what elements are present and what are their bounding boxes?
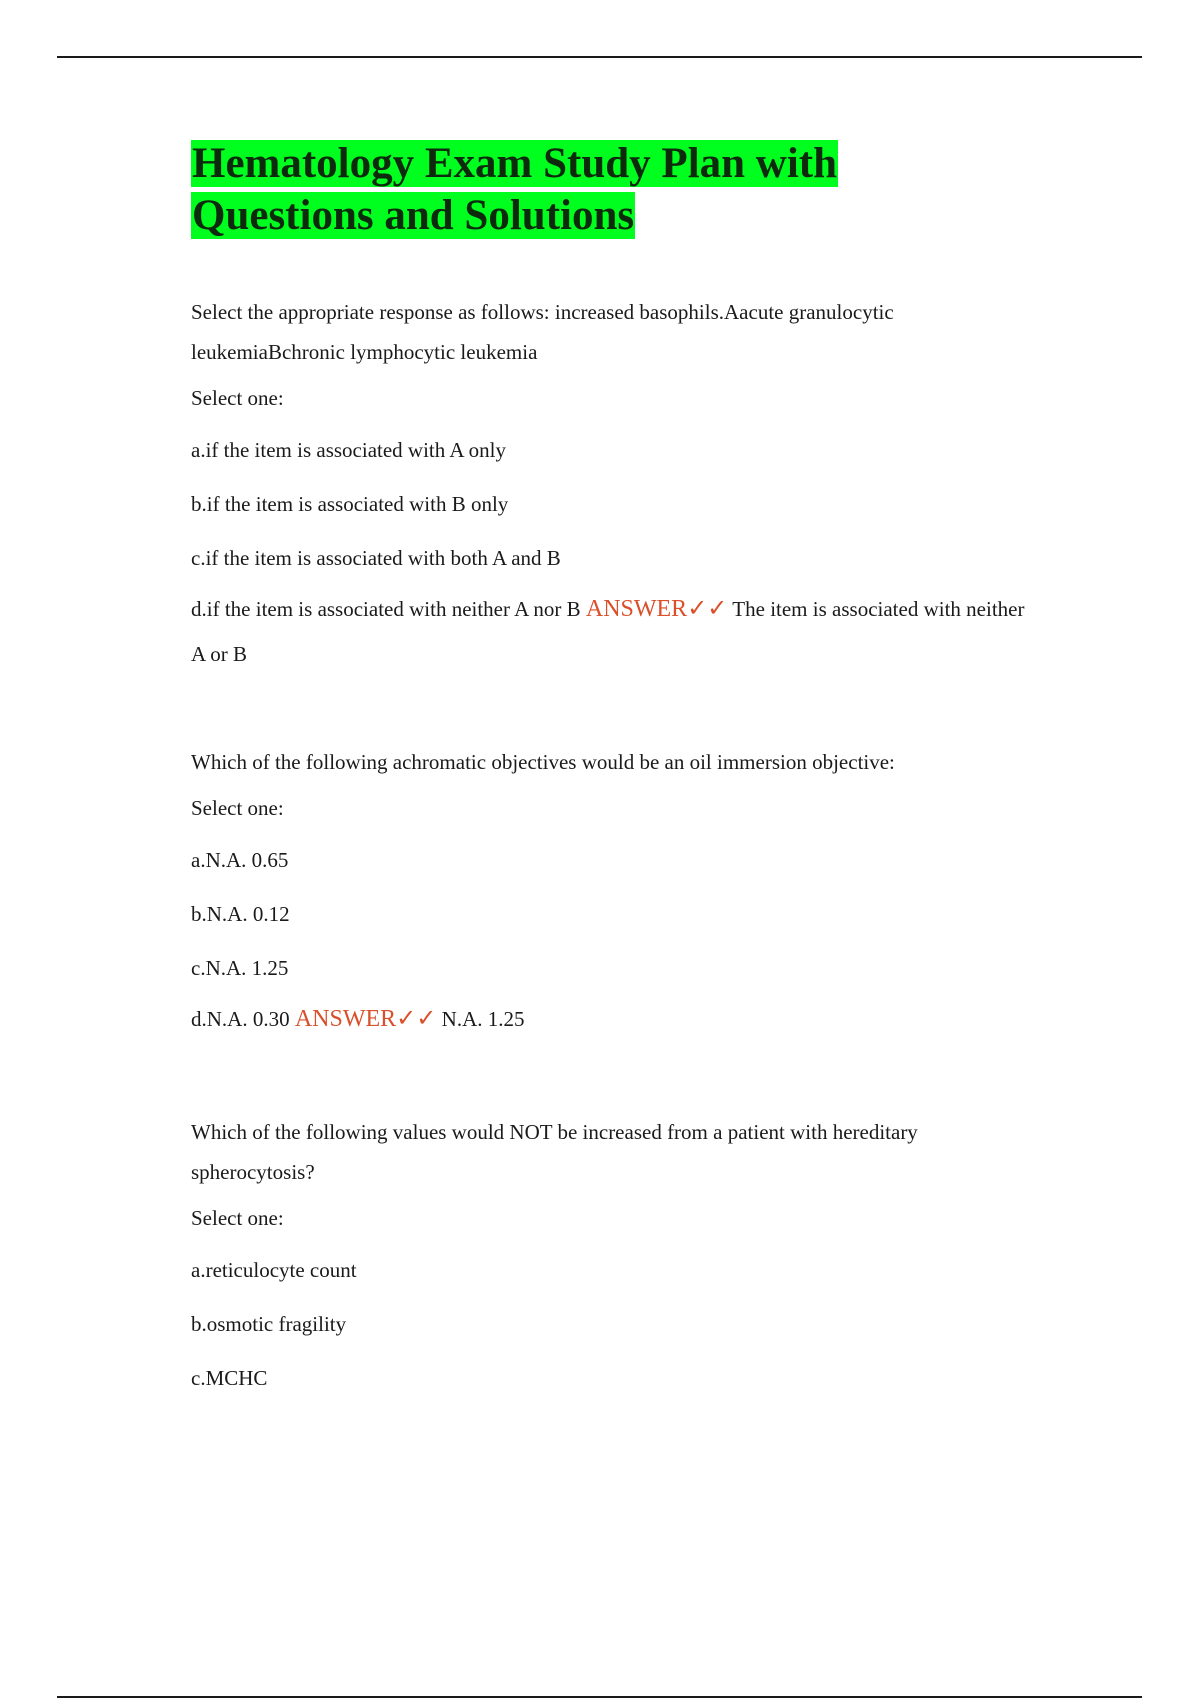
title-line-2: Questions and Solutions	[192, 192, 635, 239]
option-a: a.reticulocyte count	[191, 1258, 357, 1282]
select-one-label: Select one:	[191, 386, 284, 410]
option-b: b.N.A. 0.12	[191, 902, 290, 926]
option-c: c.N.A. 1.25	[191, 956, 289, 980]
question-1	[191, 292, 1041, 677]
option-a: a.if the item is associated with A only	[191, 438, 506, 462]
question-stem: Which of the following values would NOT be increased from a patient with hereditary spherocytosis?	[191, 1120, 918, 1184]
question-stem: Which of the following achromatic objectives would be an oil immersion objective:	[191, 750, 895, 774]
answer-tag: ANSWER✓✓	[294, 1006, 437, 1032]
answer-text: The item is associated with neither A or B	[191, 597, 1025, 666]
option-d: d.if the item is associated with neither A nor B	[191, 597, 581, 621]
select-one-label: Select one:	[191, 796, 284, 820]
option-b: b.osmotic fragility	[191, 1312, 347, 1336]
option-c: c.if the item is associated with both A and B	[191, 546, 561, 570]
select-one-label: Select one:	[191, 1206, 284, 1230]
question-2	[191, 742, 1041, 1042]
option-b: b.if the item is associated with B only	[191, 492, 509, 516]
answer-text: N.A. 1.25	[441, 1007, 525, 1031]
question-stem: Select the appropriate response as follows: increased basophils.Aacute granulocytic leukemiaBchronic lymphocytic leukemia	[191, 300, 894, 364]
footer-rule	[57, 1696, 1142, 1698]
header-rule	[57, 56, 1142, 58]
option-d: d.N.A. 0.30	[191, 1007, 290, 1031]
title-line-1: Hematology Exam Study Plan with	[192, 140, 838, 187]
document-title	[191, 138, 1041, 242]
option-a: a.N.A. 0.65	[191, 848, 289, 872]
option-d-with-answer	[191, 587, 1041, 677]
answer-tag: ANSWER✓✓	[585, 596, 728, 622]
question-3	[191, 1112, 1041, 1393]
option-c: c.MCHC	[191, 1366, 268, 1390]
document-body	[191, 138, 1041, 1393]
option-d-with-answer	[191, 997, 1041, 1042]
